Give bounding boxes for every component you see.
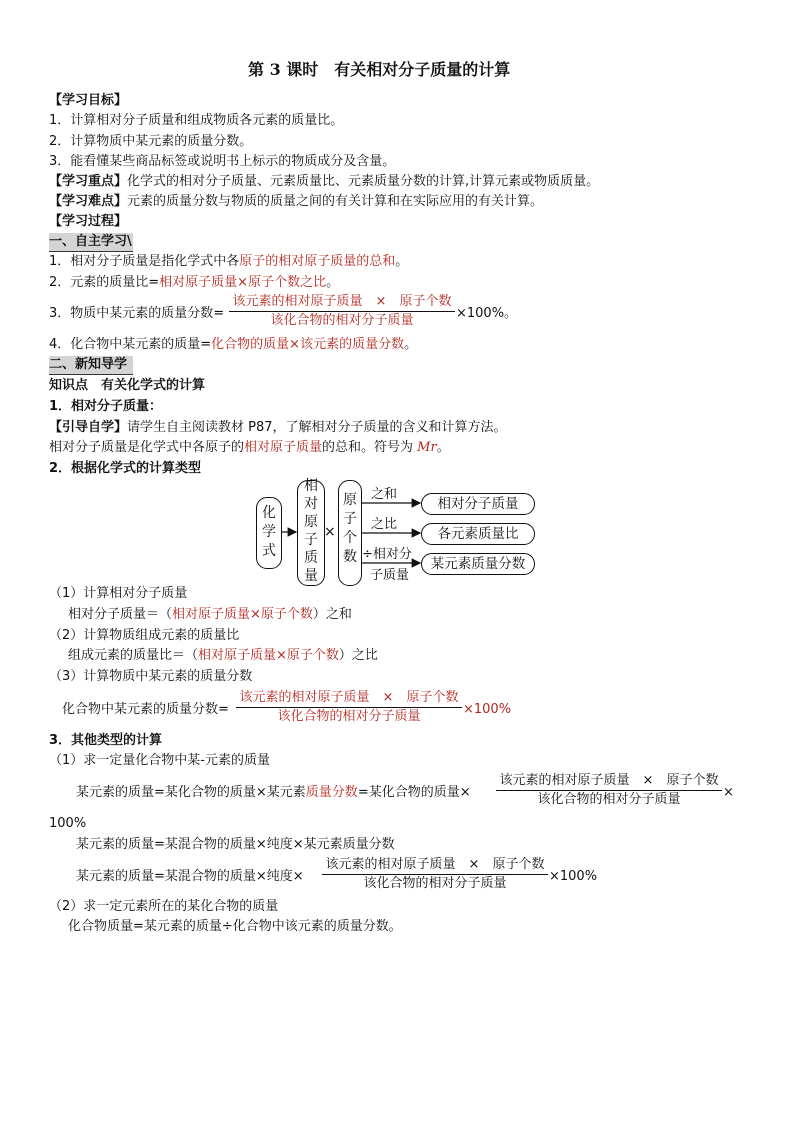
s1-item-4-text: 4．化合物中某元素的质量=: [49, 337, 212, 352]
count-char-3: 个: [343, 530, 357, 546]
mass-char-5: 质: [304, 550, 318, 566]
c1-title: （1）计算相对分子质量: [49, 586, 188, 601]
sub1-heading: 1．相对分子质量：: [49, 399, 163, 414]
process-heading: 【学习过程】: [49, 214, 128, 229]
fraction-bar: [236, 707, 462, 708]
result-mass-fraction: 某元素质量分数: [421, 553, 535, 575]
section1-heading: 一、自主学习\: [49, 233, 133, 252]
sub3-t2: （2）求一定元素所在的某化合物的质量: [49, 899, 279, 914]
goal-item-1: 1．计算相对分子质量和组成物质各元素的质量比。: [49, 113, 344, 128]
fraction-denominator: 该化合物的相对分子质量: [270, 313, 414, 328]
guide-text: 请学生自主阅读教材 P87，了解相对分子质量的含义和计算方法。: [127, 420, 507, 435]
mass-char-3: 原: [304, 514, 318, 530]
result-molecular-mass: 相对分子质量: [421, 493, 535, 515]
s1-item-4-answer: 化合物的质量×该元素的质量分数: [211, 337, 405, 352]
s1-item-2-answer: 相对原子质量×原子个数之比: [159, 275, 327, 290]
box-chemical-formula: [256, 497, 282, 569]
fraction-numerator: 该元素的相对原子质量 × 原子个数: [499, 773, 719, 788]
count-char-4: 数: [343, 549, 357, 565]
guide-label: 【引导自学】: [49, 420, 128, 435]
label-ratio: 之比: [371, 517, 398, 532]
sub3-heading: 3．其他类型的计算: [49, 733, 163, 748]
difficulty-label: 【学习难点】: [49, 194, 128, 209]
formula-char-2: 学: [262, 524, 276, 540]
formula-char-3: 式: [262, 543, 276, 559]
s1-item-2-text: 2．元素的质量比=: [49, 275, 160, 290]
box-atomic-mass: [297, 480, 325, 586]
mr-symbol: Mr: [417, 440, 437, 455]
label-sum: 之和: [371, 487, 398, 502]
c2-title: （2）计算物质组成元素的质量比: [49, 628, 240, 643]
f1-wrap: 100%: [49, 816, 87, 831]
fraction-denominator: 该化合物的相对分子质量: [363, 876, 507, 891]
f1-answer: 质量分数: [305, 785, 358, 800]
def-answer: 相对原子质量: [244, 440, 323, 455]
c3-end: ×100%: [463, 702, 512, 717]
f1-text: 某元素的质量=某化合物的质量×某元素: [76, 785, 306, 800]
times-sign: ×: [324, 524, 336, 540]
count-char-2: 子: [343, 511, 357, 527]
key-point-label: 【学习重点】: [49, 174, 128, 189]
def-end: 。: [436, 440, 450, 455]
f4-line: 化合物质量=某元素的质量÷化合物中该元素的质量分数。: [68, 919, 402, 934]
f3-label: 某元素的质量=某混合物的质量×纯度×: [76, 869, 304, 884]
mass-char-2: 对: [304, 496, 318, 512]
c3-title: （3）计算物质中某元素的质量分数: [49, 669, 253, 684]
key-point-text: 化学式的相对分子质量、元素质量比、元素质量分数的计算,计算元素或物质质量。: [127, 174, 600, 189]
fraction-bar: [496, 790, 722, 791]
s1-item-1-answer: 原子的相对原子质量的总和: [239, 254, 396, 269]
fraction-bar: [322, 874, 548, 875]
formula-char-1: 化: [262, 505, 276, 521]
difficulty-text: 元素的质量分数与物质的质量之间的有关计算和在实际应用的有关计算。: [127, 194, 544, 209]
c1-text: 相对分子质量＝（: [68, 607, 173, 622]
fraction-numerator: 该元素的相对原子质量 × 原子个数: [239, 690, 459, 705]
result-element-ratio: 各元素质量比: [421, 523, 535, 545]
s1-item-1-end: 。: [395, 254, 409, 269]
mass-char-1: 相: [304, 478, 318, 494]
page-title: 第 3 课时 有关相对分子质量的计算: [248, 60, 511, 79]
c1-end: ）之和: [312, 607, 352, 622]
box-atom-count: [338, 480, 362, 586]
s1-item-3-end: ×100%。: [456, 306, 518, 321]
c2-text: 组成元素的质量比＝（: [68, 648, 199, 663]
mass-char-4: 子: [304, 532, 318, 548]
f1-times: ×: [723, 785, 734, 800]
f1-text-2: =某化合物的质量×: [357, 785, 471, 800]
label-divide: ÷相对分: [362, 547, 412, 562]
def-text-2: 的总和。符号为: [322, 440, 418, 455]
c2-end: ）之比: [338, 648, 378, 663]
c1-line: [68, 606, 352, 624]
sub3-t1: （1）求一定量化合物中某-元素的质量: [49, 753, 270, 768]
count-char-1: 原: [343, 492, 357, 508]
goal-item-2: 2．计算物质中某元素的质量分数。: [49, 134, 253, 149]
s1-item-2-end: 。: [326, 275, 340, 290]
fraction-numerator: 该元素的相对原子质量 × 原子个数: [325, 857, 545, 872]
s1-item-4-end: 。: [404, 337, 418, 352]
section2-heading: 二、新知导学: [49, 356, 133, 375]
c2-line: [68, 647, 378, 665]
s1-item-3-label: 3．物质中某元素的质量分数=: [49, 306, 225, 321]
f1-line: [76, 784, 471, 802]
c2-answer: 相对原子质量×原子个数: [198, 648, 339, 663]
fraction-numerator: 该元素的相对原子质量 × 原子个数: [232, 294, 452, 309]
goal-item-3: 3．能看懂某些商品标签或说明书上标示的物质成分及含量。: [49, 154, 396, 169]
f2-line: 某元素的质量=某混合物的质量×纯度×某元素质量分数: [76, 837, 395, 852]
fraction-denominator: 该化合物的相对分子质量: [277, 709, 421, 724]
sub2-heading: 2．根据化学式的计算类型: [49, 461, 202, 476]
knowledge-point-title: 知识点 有关化学式的计算: [49, 378, 206, 393]
mass-char-6: 量: [304, 568, 318, 584]
goals-heading: 【学习目标】: [49, 93, 128, 108]
c1-answer: 相对原子质量×原子个数: [172, 607, 313, 622]
c3-label: 化合物中某元素的质量分数=: [62, 702, 229, 717]
def-text: 相对分子质量是化学式中各原子的: [49, 440, 245, 455]
label-molecular-mass: 子质量: [370, 568, 410, 583]
fraction-denominator: 该化合物的相对分子质量: [537, 792, 681, 807]
f3-end: ×100%: [549, 869, 598, 884]
s1-item-1-text: 1．相对分子质量是指化学式中各: [49, 254, 240, 269]
